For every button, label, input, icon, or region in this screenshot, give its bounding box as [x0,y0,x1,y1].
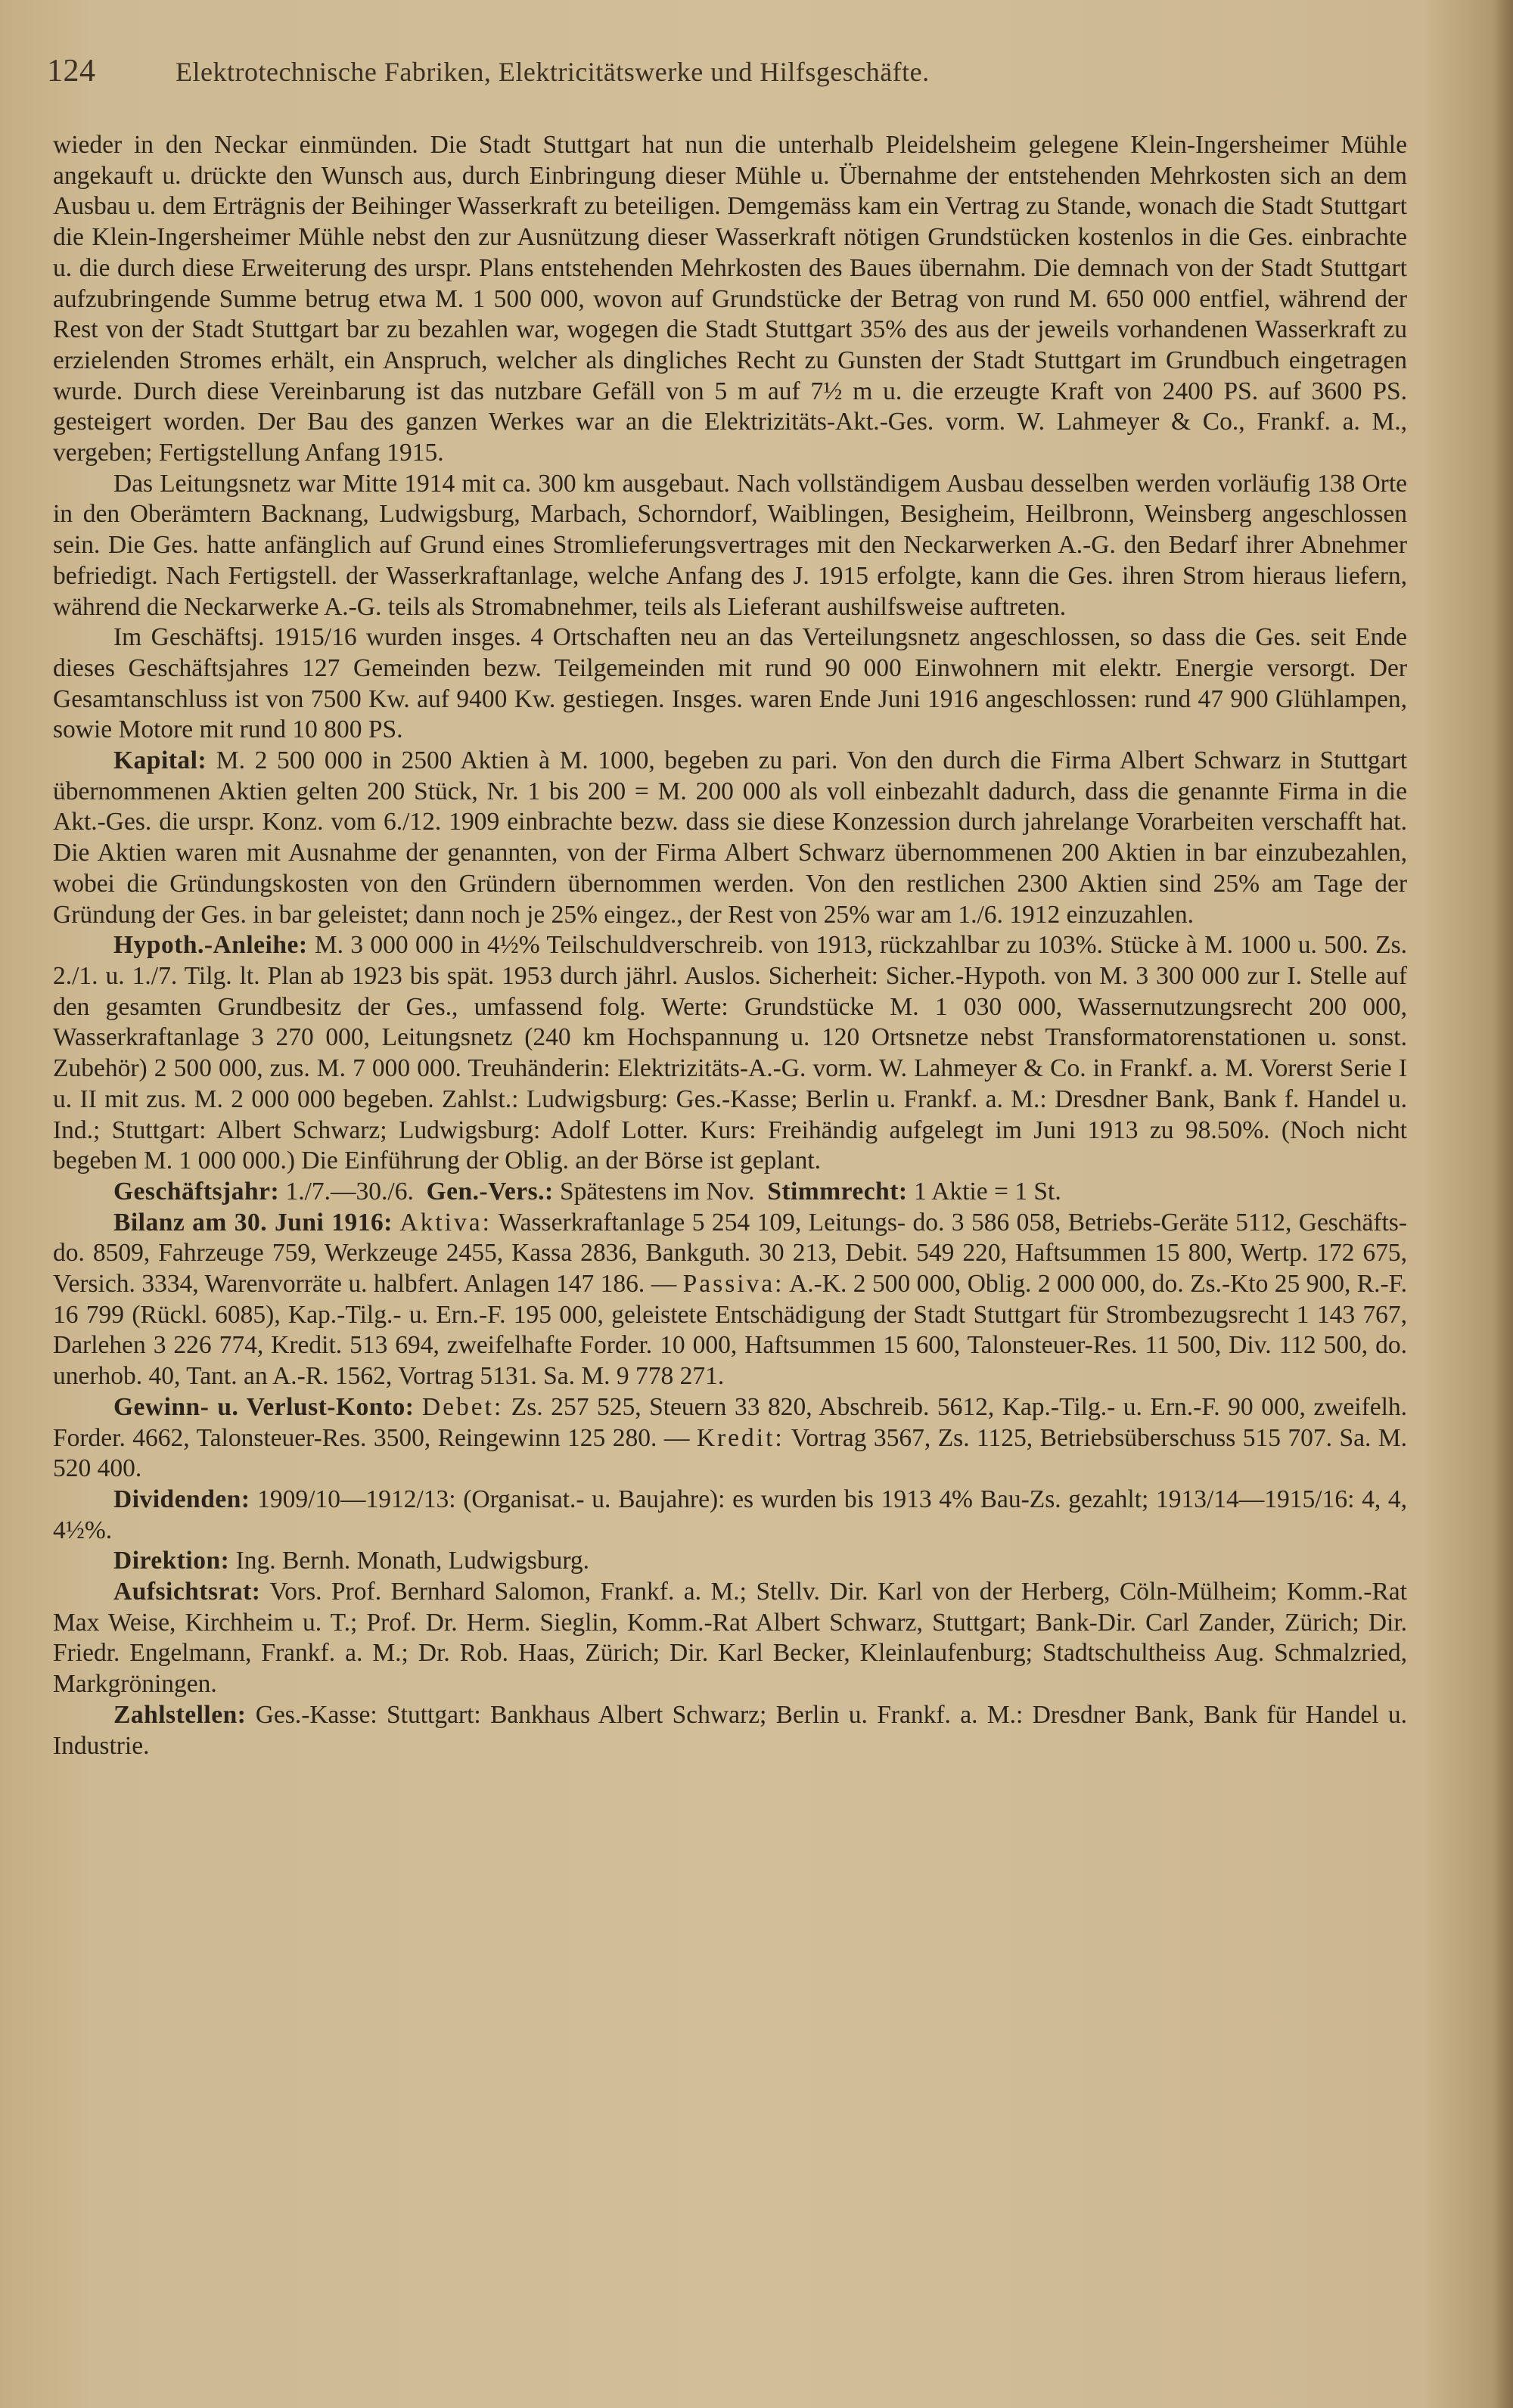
passiva-label: Passiva: [682,1270,784,1299]
page-number: 124 [47,54,96,88]
body-text [53,130,1407,1761]
gj-text: 1./7.—30./6. [285,1177,414,1206]
section-meta [53,1177,1407,1208]
debet-text: Zs. 257 525, Steuern 33 820, Abschreib. 5612, Kap.-Tilg.- u. Ern.-F. 90 000, zweifelh. Forder. 4662, Talonsteuer-Res. 3500, Reingewinn 125 280. — [53,1392,1408,1452]
aktiva-text: Wasserkraftanlage 5 254 109, Leitungs- do. 3 586 058, Betriebs-Geräte 5112, Geschäfts- do. 8509, Fahrzeuge 759, Werkzeuge 2455, Kassa 2836, Bankguth. 30 213, Debit. 549 220, Haftsummen 15 800, Wertp. 172 675, Versich. 3334, Warenvorräte u. halbfert. Anlagen 147 186. — [53,1208,1407,1299]
div-label: Dividenden: [113,1485,250,1513]
section-kapital [53,746,1407,930]
kapital-label: Kapital: [113,746,207,775]
gj-label: Geschäftsjahr: [113,1177,280,1206]
sr-text: 1 Aktie = 1 St. [913,1177,1061,1206]
aktiva-label: Aktiva: [399,1208,492,1237]
section-hypothek [53,930,1407,1177]
gv-label: Gen.-Vers.: [426,1177,554,1206]
page-edge-shadow [1492,0,1513,2408]
hypoth-text: M. 3 000 000 in 4½% Teilschuldverschreib. von 1913, rückzahlbar zu 103%. Stücke à M. 1000 u. 500. Zs. 2./1. u. 1./7. Tilg. lt. Plan ab 1923 bis spät. 1953 durch jährl. Auslos. Sicherheit: Sicher.-Hypoth. von M. 3 300 000 zur I. Stelle auf den gesamten Grundbesitz der Ges., umfassend folg. Werte: Grundstücke M. 1 030 000, Wassernutzungsrecht 200 000, Wasserkraftanlage 3 270 000, Leitungsnetz (240 km Hochspannung u. 120 Ortsnetze nebst Transformatorenstationen u. sonst. Zubehör) 2 500 000, zus. M. 7 000 000. Treuhänderin: Elektrizitäts-A.-G. vorm. W. Lahmeyer & Co. in Frankf. a. M. Vorerst Serie I u. II mit zus. M. 2 000 000 begeben. Zahlst.: Ludwigsburg: Ges.-Kasse; Berlin u. Frankf. a. M.: Dresdner Bank, Bank f. Handel u. Ind.; Stuttgart: Albert Schwarz; Ludwigsburg: Adolf Lotter. Kurs: Freihändig aufgelegt im Juni 1913 zu 98.50%. (Noch nicht begeben M. 1 000 000.) Die Einführung der Oblig. an der Börse ist geplant. [53,931,1407,1175]
hypoth-label: Hypoth.-Anleihe: [113,931,308,960]
debet-label: Debet: [421,1392,504,1421]
page-header [47,53,1439,89]
zs-label: Zahlstellen: [113,1700,247,1729]
paragraph-intro: wieder in den Neckar einmünden. Die Stadt Stuttgart hat nun die unterhalb Pleidelsheim gelegene Klein-Ingersheimer Mühle angekauft u. drückte den Wunsch aus, durch Einbringung dieser Mühle u. Übernahme der entstehenden Mehrkosten sich an dem Ausbau u. dem Erträgnis der Beihinger Wasserkraft zu beteiligen. Demgemäss kam ein Vertrag zu Stande, wonach die Stadt Stuttgart die Klein-Ingersheimer Mühle nebst den zur Ausnützung dieser Wasserkraft nötigen Grundstücken kostenlos in die Ges. einbrachte u. die durch diese Erweiterung des urspr. Plans entstehenden Mehrkosten des Baues übernahm. Die demnach von der Stadt Stuttgart aufzubringende Summe betrug etwa M. 1 500 000, wovon auf Grundstücke der Betrag von rund M. 650 000 entfiel, während der Rest von der Stadt Stuttgart bar zu bezahlen war, wogegen die Stadt Stuttgart 35% des aus der jeweils vorhandenen Wasserkraft zu erzielenden Stromes erhält, ein Anspruch, welcher als dingliches Recht zu Gunsten der Stadt Stuttgart im Grundbuch eingetragen wurde. Durch diese Vereinbarung ist das nutzbare Gefäll von 5 m auf 7½ m u. die erzeugte Kraft von 2400 PS. auf 3600 PS. gesteigert worden. Der Bau des ganzen Werkes war an die Elektrizitäts-Akt.-Ges. vorm. W. Lahmeyer & Co., Frankf. a. M., vergeben; Fertigstellung Anfang 1915. [53,131,1407,467]
section-direktion [53,1546,1407,1577]
running-title: Elektrotechnische Fabriken, Elektricitätswerke und Hilfsgeschäfte. [176,57,930,87]
section-zahlstellen [53,1700,1407,1761]
sr-label: Stimmrecht: [767,1177,908,1206]
dir-label: Direktion: [113,1547,230,1575]
section-dividenden [53,1485,1407,1546]
section-gewinn-verlust [53,1392,1407,1485]
kapital-text: M. 2 500 000 in 2500 Aktien à M. 1000, begeben zu pari. Von den durch die Firma Albert Schwarz in Stuttgart übernommenen Aktien gelten 200 Stück, Nr. 1 bis 200 = M. 200 000 als voll einbezahlt dadurch, dass die genannte Firma in die Akt.-Ges. die urspr. Konz. vom 6./12. 1909 einbrachte bezw. dass sie diese Konzession durch jahrelange Vorarbeiten verschafft hat. Die Aktien waren mit Ausnahme der genannten, von der Firma Albert Schwarz übernommenen 200 Aktien in bar einzubezahlen, wobei die Gründungskosten von den Gründern übernommen werden. Von den restlichen 2300 Aktien sind 25% am Tage der Gründung der Ges. in bar geleistet; dann noch je 25% eingez., der Rest von 25% war am 1./6. 1912 einzuzahlen. [53,746,1408,929]
zs-text: Ges.-Kasse: Stuttgart: Bankhaus Albert Schwarz; Berlin u. Frankf. a. M.: Dresdner Bank, Bank für Handel u. Industrie. [53,1700,1407,1760]
ar-label: Aufsichtsrat: [113,1578,261,1606]
paragraph-geschaeftsjahr-1915-16: Im Geschäftsj. 1915/16 wurden insges. 4 Ortschaften neu an das Verteilungsnetz angeschlossen, so dass die Ges. seit Ende dieses Geschäftsjahres 127 Gemeinden bezw. Teilgemeinden mit rund 90 000 Einwohnern mit elektr. Energie versorgt. Der Gesamtanschluss ist von 7500 Kw. auf 9400 Kw. gestiegen. Insges. waren Ende Juni 1916 angeschlossen: rund 47 900 Glühlampen, sowie Motore mit rund 10 800 PS. [53,623,1407,744]
gv-konto-label: Gewinn- u. Verlust-Konto: [113,1392,415,1421]
section-bilanz [53,1208,1407,1392]
dir-text: Ing. Bernh. Monath, Ludwigsburg. [235,1547,590,1575]
kredit-label: Kredit: [696,1423,784,1452]
div-text: 1909/10—1912/13: (Organisat.- u. Baujahre): es wurden bis 1913 4% Bau-Zs. gezahlt; 1913/14—1915/16: 4, 4, 4½%. [53,1485,1408,1544]
passiva-text: A.-K. 2 500 000, Oblig. 2 000 000, do. Zs.-Kto 25 900, R.-F. 16 799 (Rückl. 6085), Kap.-Tilg.- u. Ern.-F. 195 000, geleistete Entschädigung der Stadt Stuttgart für Strombezugsrecht 1 143 767, Darlehen 3 226 774, Kredit. 513 694, zweifelhafte Forder. 10 000, Haftsummen 15 600, Talonsteuer-Res. 11 500, Div. 112 500, do. unerhob. 40, Tant. an A.-R. 1562, Vortrag 5131. Sa. M. 9 778 271. [53,1270,1407,1391]
gv-text: Spätestens im Nov. [560,1177,755,1206]
paragraph-leitungsnetz: Das Leitungsnetz war Mitte 1914 mit ca. 300 km ausgebaut. Nach vollständigem Ausbau desselben werden vorläufig 138 Orte in den Oberämtern Backnang, Ludwigsburg, Marbach, Schorndorf, Waiblingen, Besigheim, Heilbronn, Weinsberg angeschlossen sein. Die Ges. hatte anfänglich auf Grund eines Stromlieferungsvertrages mit den Neckarwerken A.-G. den Bedarf ihrer Abnehmer befriedigt. Nach Fertigstell. der Wasserkraftanlage, welche Anfang des J. 1915 erfolgte, kann die Ges. ihren Strom hieraus liefern, während die Neckarwerke A.-G. teils als Stromabnehmer, teils als Lieferant aushilfsweise auftreten. [53,469,1407,621]
ar-text: Vors. Prof. Bernhard Salomon, Frankf. a. M.; Stellv. Dir. Karl von der Herberg, Cöln-Mülheim; Komm.-Rat Max Weise, Kirchheim u. T.; Prof. Dr. Herm. Sieglin, Komm.-Rat Albert Schwarz, Stuttgart; Bank-Dir. Carl Zander, Zürich; Dir. Friedr. Engelmann, Frankf. a. M.; Dr. Rob. Haas, Zürich; Dir. Karl Becker, Kleinlaufenburg; Stadtschultheiss Aug. Schmalzried, Markgröningen. [53,1578,1407,1699]
kredit-text: Vortrag 3567, Zs. 1125, Betriebsüberschuss 515 707. Sa. M. 520 400. [53,1423,1408,1483]
bilanz-label: Bilanz am 30. Juni 1916: [113,1208,393,1237]
section-aufsichtsrat [53,1577,1407,1700]
